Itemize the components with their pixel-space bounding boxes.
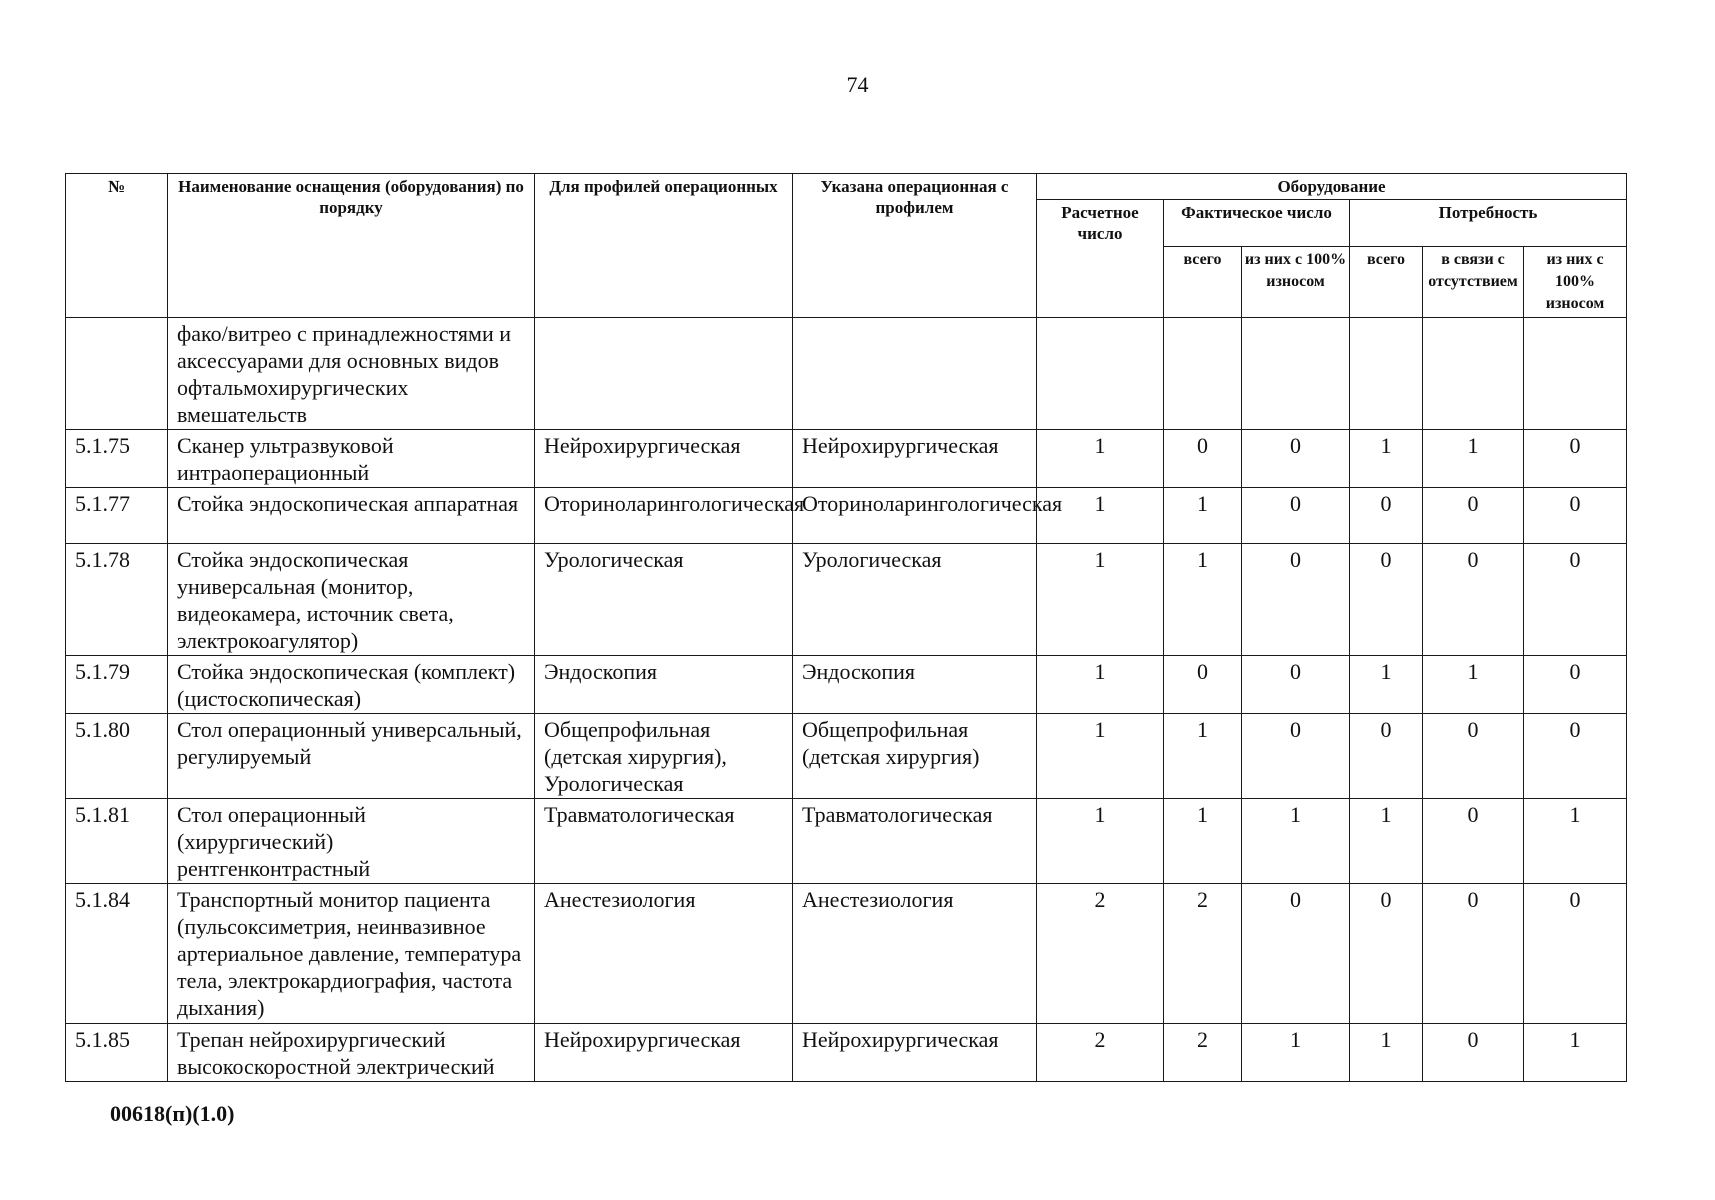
cell-need-total: 1 — [1350, 656, 1423, 714]
cell-calc: 2 — [1037, 884, 1164, 1024]
cell-actual-total: 1 — [1164, 544, 1242, 656]
cell-no — [66, 318, 168, 430]
cell-actual-worn: 0 — [1242, 430, 1350, 488]
cell-need-worn: 0 — [1524, 714, 1627, 799]
cell-name: фако/витрео с принадлежностями и аксессуарами для основных видов офтальмохирургических вмешательств — [168, 318, 535, 430]
cell-name: Стойка эндоскопическая (комплект)(цистоскопическая) — [168, 656, 535, 714]
cell-name: Стойка эндоскопическая аппаратная — [168, 488, 535, 544]
cell-actual-worn: 0 — [1242, 656, 1350, 714]
cell-need-worn: 0 — [1524, 488, 1627, 544]
cell-need-total — [1350, 318, 1423, 430]
cell-actual-worn: 0 — [1242, 714, 1350, 799]
cell-actual-total: 1 — [1164, 714, 1242, 799]
header-calculated: Расчетное число — [1037, 200, 1164, 318]
cell-name: Стол операционный (хирургический) рентгенконтрастный — [168, 799, 535, 884]
cell-actual-total: 0 — [1164, 430, 1242, 488]
cell-need-total: 1 — [1350, 430, 1423, 488]
cell-profiles — [535, 318, 793, 430]
cell-no: 5.1.77 — [66, 488, 168, 544]
cell-indicated: Общепрофильная (детская хирургия) — [793, 714, 1037, 799]
cell-indicated: Нейрохирургическая — [793, 1024, 1037, 1082]
cell-need-absence: 1 — [1423, 656, 1524, 714]
cell-need-total: 1 — [1350, 799, 1423, 884]
cell-calc: 1 — [1037, 488, 1164, 544]
cell-actual-total: 1 — [1164, 488, 1242, 544]
cell-need-worn: 0 — [1524, 884, 1627, 1024]
cell-need-absence — [1423, 318, 1524, 430]
cell-calc — [1037, 318, 1164, 430]
cell-profiles: Анестезиология — [535, 884, 793, 1024]
header-no: № — [66, 174, 168, 318]
cell-name: Стойка эндоскопическая универсальная (монитор, видеокамера, источник света, электрокоагулятор) — [168, 544, 535, 656]
table-row — [66, 799, 1627, 884]
cell-need-absence: 0 — [1423, 1024, 1524, 1082]
cell-need-total: 0 — [1350, 488, 1423, 544]
header-indicated: Указана операционная с профилем — [793, 174, 1037, 318]
cell-calc: 1 — [1037, 656, 1164, 714]
cell-need-worn: 0 — [1524, 656, 1627, 714]
cell-need-absence: 0 — [1423, 884, 1524, 1024]
header-need: Потребность — [1350, 200, 1627, 247]
cell-no: 5.1.84 — [66, 884, 168, 1024]
cell-name: Транспортный монитор пациента (пульсоксиметрия, неинвазивное артериальное давление, температура тела, электрокардиография, частота дыхания) — [168, 884, 535, 1024]
cell-need-worn: 1 — [1524, 799, 1627, 884]
cell-actual-total: 2 — [1164, 1024, 1242, 1082]
cell-name: Трепан нейрохирургический высокоскоростной электрический — [168, 1024, 535, 1082]
table-row — [66, 544, 1627, 656]
cell-need-absence: 0 — [1423, 488, 1524, 544]
cell-need-absence: 1 — [1423, 430, 1524, 488]
header-need-total: всего — [1350, 247, 1423, 318]
cell-name: Сканер ультразвуковой интраоперационный — [168, 430, 535, 488]
equipment-table — [65, 173, 1627, 1082]
cell-profiles: Травматологическая — [535, 799, 793, 884]
cell-actual-total: 2 — [1164, 884, 1242, 1024]
table-body — [66, 318, 1627, 1082]
cell-indicated: Анестезиология — [793, 884, 1037, 1024]
cell-actual-worn: 1 — [1242, 799, 1350, 884]
table-row — [66, 714, 1627, 799]
cell-need-absence: 0 — [1423, 544, 1524, 656]
cell-indicated — [793, 318, 1037, 430]
header-need-worn: из них с 100% износом — [1524, 247, 1627, 318]
cell-need-worn: 0 — [1524, 544, 1627, 656]
cell-need-worn — [1524, 318, 1627, 430]
cell-profiles: Урологическая — [535, 544, 793, 656]
cell-need-total: 0 — [1350, 884, 1423, 1024]
header-equipment: Оборудование — [1037, 174, 1627, 200]
cell-indicated: Травматологическая — [793, 799, 1037, 884]
cell-indicated: Эндоскопия — [793, 656, 1037, 714]
document-code: 00618(п)(1.0) — [110, 1101, 235, 1126]
cell-profiles: Эндоскопия — [535, 656, 793, 714]
cell-profiles: Нейрохирургическая — [535, 430, 793, 488]
cell-calc: 1 — [1037, 430, 1164, 488]
cell-name: Стол операционный универсальный, регулируемый — [168, 714, 535, 799]
cell-no: 5.1.79 — [66, 656, 168, 714]
page-number: 74 — [846, 72, 869, 97]
cell-actual-worn: 0 — [1242, 884, 1350, 1024]
cell-profiles: Оториноларингологическая — [535, 488, 793, 544]
cell-indicated: Оториноларингологическая — [793, 488, 1037, 544]
table-row — [66, 656, 1627, 714]
header-actual-worn: из них с 100% износом — [1242, 247, 1350, 318]
header-actual: Фактическое число — [1164, 200, 1350, 247]
table-row — [66, 430, 1627, 488]
table-header — [66, 174, 1627, 318]
cell-actual-worn: 0 — [1242, 544, 1350, 656]
cell-need-total: 0 — [1350, 714, 1423, 799]
cell-actual-total: 1 — [1164, 799, 1242, 884]
header-name: Наименование оснащения (оборудования) по порядку — [168, 174, 535, 318]
cell-actual-total — [1164, 318, 1242, 430]
cell-no: 5.1.85 — [66, 1024, 168, 1082]
table-row — [66, 1024, 1627, 1082]
cell-actual-worn: 0 — [1242, 488, 1350, 544]
cell-calc: 1 — [1037, 714, 1164, 799]
table-row — [66, 884, 1627, 1024]
cell-actual-worn: 1 — [1242, 1024, 1350, 1082]
cell-no: 5.1.80 — [66, 714, 168, 799]
cell-need-total: 0 — [1350, 544, 1423, 656]
cell-need-total: 1 — [1350, 1024, 1423, 1082]
cell-indicated: Урологическая — [793, 544, 1037, 656]
cell-need-worn: 1 — [1524, 1024, 1627, 1082]
cell-no: 5.1.78 — [66, 544, 168, 656]
cell-need-worn: 0 — [1524, 430, 1627, 488]
table-row — [66, 488, 1627, 544]
cell-actual-worn — [1242, 318, 1350, 430]
cell-no: 5.1.75 — [66, 430, 168, 488]
cell-profiles: Общепрофильная (детская хирургия), Урологическая — [535, 714, 793, 799]
cell-indicated: Нейрохирургическая — [793, 430, 1037, 488]
header-profiles: Для профилей операционных — [535, 174, 793, 318]
cell-calc: 2 — [1037, 1024, 1164, 1082]
cell-calc: 1 — [1037, 799, 1164, 884]
table-row-continuation — [66, 318, 1627, 430]
cell-actual-total: 0 — [1164, 656, 1242, 714]
cell-calc: 1 — [1037, 544, 1164, 656]
cell-no: 5.1.81 — [66, 799, 168, 884]
cell-profiles: Нейрохирургическая — [535, 1024, 793, 1082]
header-need-absence: в связи с отсутствием — [1423, 247, 1524, 318]
header-actual-total: всего — [1164, 247, 1242, 318]
cell-need-absence: 0 — [1423, 799, 1524, 884]
cell-need-absence: 0 — [1423, 714, 1524, 799]
